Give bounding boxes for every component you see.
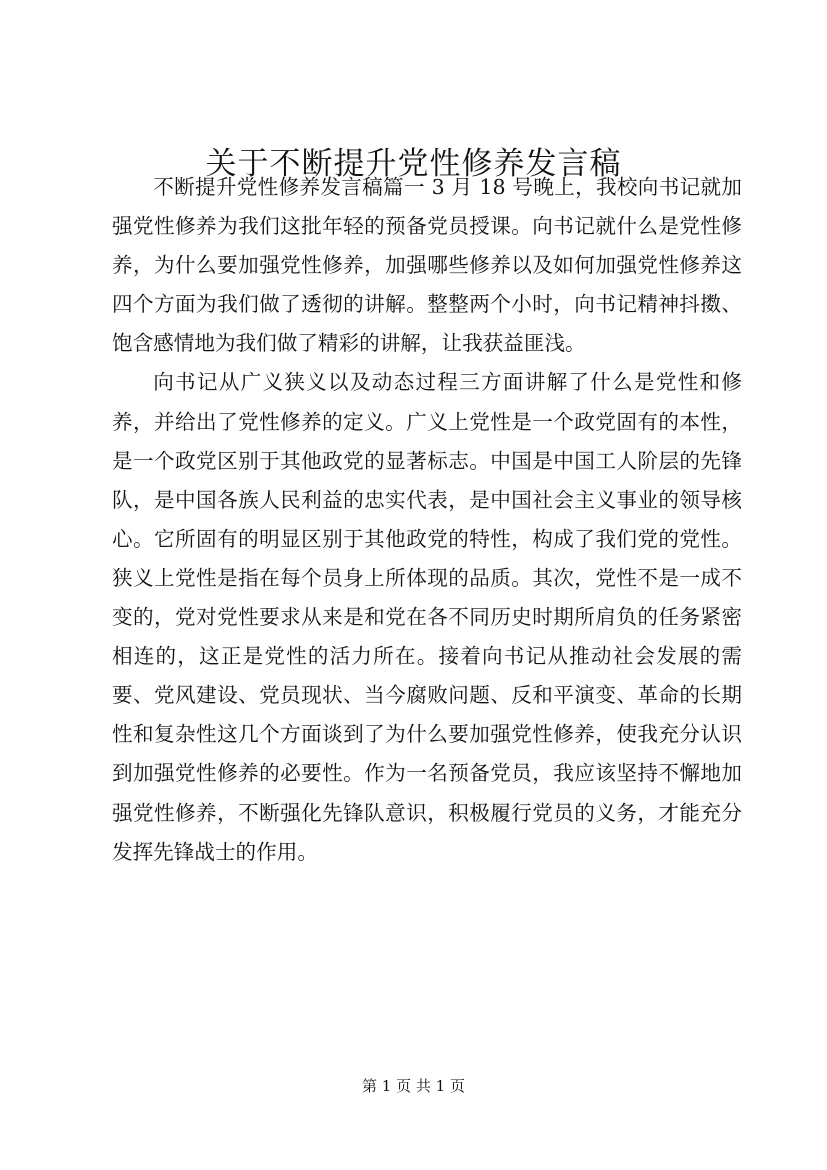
paragraph-2: 向书记从广义狭义以及动态过程三方面讲解了什么是党性和修养，并给出了党性修养的定义。广义上党性是一个政党固有的本性，是一个政党区别于其他政党的显著标志。中国是中国工人阶层的先锋队，是中国各族人民利益的忠实代表，是中国社会主义事业的领导核心。它所固有的明显区别于其他政党的特性，构成了我们党的党性。狭义上党性是指在每个员身上所体现的品质。其次，党性不是一成不变的，党对党性要求从来是和党在各不同历史时期所肩负的任务紧密相连的，这正是党性的活力所在。接着向书记从推动社会发展的需要、党风建设、党员现状、当今腐败问题、反和平演变、革命的长期性和复杂性这几个方面谈到了为什么要加强党性修养，使我充分认识到加强党性修养的必要性。作为一名预备党员，我应该坚持不懈地加强党性修养，不断强化先锋队意识，积极履行党员的义务，才能充分发挥先锋战士的作用。 [112, 370, 742, 864]
paragraph-1: 不断提升党性修养发言稿篇一 3 月 18 号晚上，我校向书记就加强党性修养为我们这批年轻的预备党员授课。向书记就什么是党性修养，为什么要加强党性修养，加强哪些修养以及如何加强党性修养这四个方面为我们做了透彻的讲解。整整两个小时，向书记精神抖擞、饱含感情地为我们做了精彩的讲解，让我获益匪浅。 [112, 175, 742, 356]
document-title: 关于不断提升党性修养发言稿 [205, 146, 622, 182]
page-footer: 第 1 页 共 1 页 [362, 1077, 465, 1095]
document-body [112, 168, 742, 872]
